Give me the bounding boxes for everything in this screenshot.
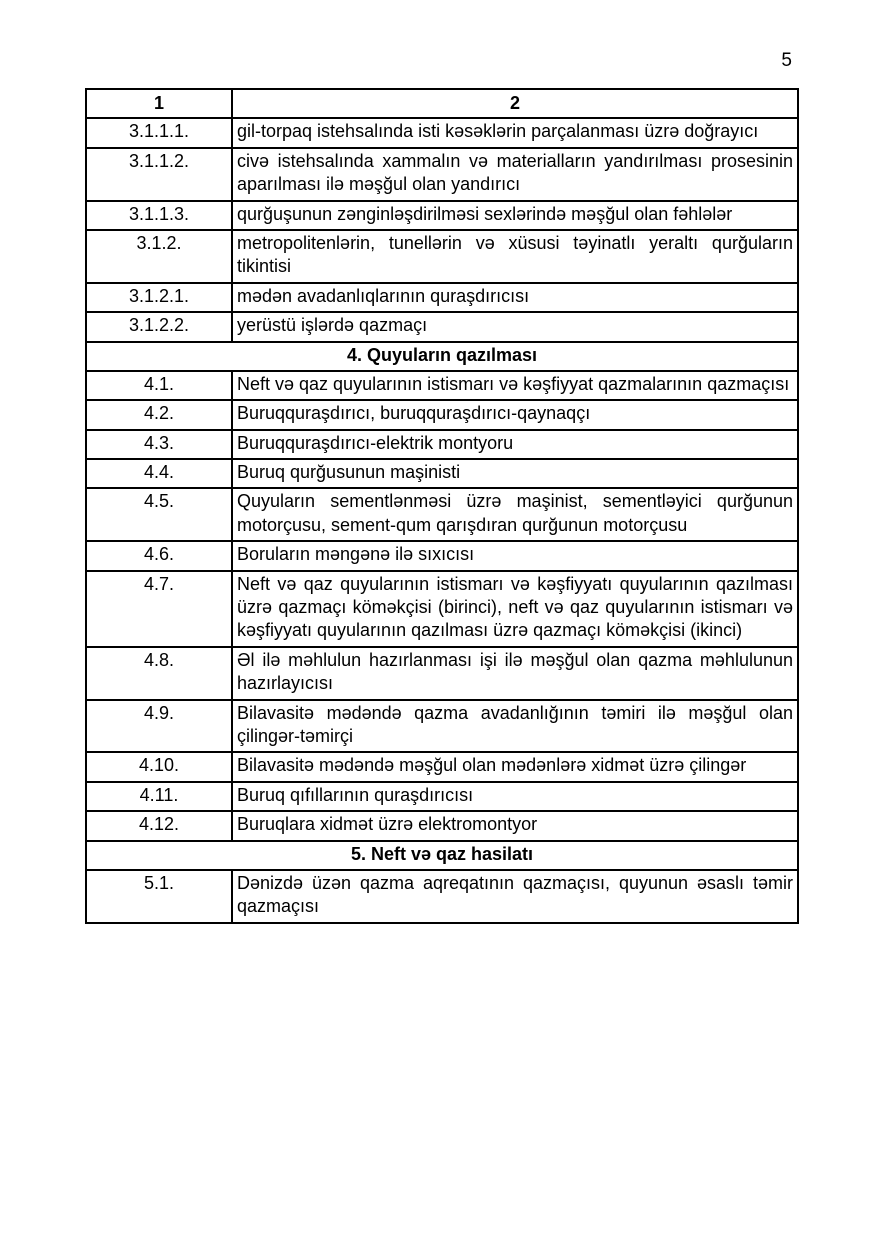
- row-number: 4.4.: [86, 459, 232, 488]
- column-header-2: 2: [232, 89, 798, 118]
- table-row: [86, 312, 798, 341]
- table-row: [86, 841, 798, 870]
- row-number: 4.1.: [86, 371, 232, 400]
- row-number: 3.1.2.2.: [86, 312, 232, 341]
- table-row: [86, 782, 798, 811]
- column-header-1: 1: [86, 89, 232, 118]
- row-number: 4.7.: [86, 571, 232, 647]
- row-number: 4.12.: [86, 811, 232, 840]
- table-row: [86, 230, 798, 283]
- row-text: Dənizdə üzən qazma aqreqatının qazmaçısı, quyunun əsaslı təmir qazmaçısı: [232, 870, 798, 923]
- table-header-row: [86, 89, 798, 118]
- table-row: [86, 371, 798, 400]
- row-number: 4.5.: [86, 488, 232, 541]
- table-row: [86, 571, 798, 647]
- table-row: [86, 400, 798, 429]
- row-text: Buruq qurğusunun maşinisti: [232, 459, 798, 488]
- row-number: 4.10.: [86, 752, 232, 781]
- row-text: Neft və qaz quyularının istismarı və kəşfiyyat qazmalarının qazmaçısı: [232, 371, 798, 400]
- table-row: [86, 647, 798, 700]
- table-row: [86, 700, 798, 753]
- row-number: 4.11.: [86, 782, 232, 811]
- table-row: [86, 201, 798, 230]
- row-number: 4.2.: [86, 400, 232, 429]
- row-text: gil-torpaq istehsalında isti kəsəklərin parçalanması üzrə doğrayıcı: [232, 118, 798, 147]
- row-number: 3.1.2.1.: [86, 283, 232, 312]
- table-row: [86, 811, 798, 840]
- table-row: [86, 752, 798, 781]
- row-text: qurğuşunun zənginləşdirilməsi sexlərində məşğul olan fəhlələr: [232, 201, 798, 230]
- table-row: [86, 342, 798, 371]
- table-row: [86, 148, 798, 201]
- row-text: Neft və qaz quyularının istismarı və kəşfiyyatı quyularının qazılması üzrə qazmaçı köməkçisi (birinci), neft və qaz quyularının istismarı və kəşfiyyatı quyularının qazılması üzrə qazmaçı köməkçisi (ikinci): [232, 571, 798, 647]
- row-text: Quyuların sementlənməsi üzrə maşinist, sementləyici qurğunun motorçusu, sement-qum qarışdıran qurğunun motorçusu: [232, 488, 798, 541]
- table-row: [86, 430, 798, 459]
- table-row: [86, 459, 798, 488]
- table-row: [86, 118, 798, 147]
- row-number: 4.3.: [86, 430, 232, 459]
- page-number: 5: [781, 50, 792, 71]
- row-number: 3.1.1.2.: [86, 148, 232, 201]
- row-number: 5.1.: [86, 870, 232, 923]
- row-text: Buruqquraşdırıcı-elektrik montyoru: [232, 430, 798, 459]
- table-row: [86, 488, 798, 541]
- table-row: [86, 541, 798, 570]
- table-row: [86, 870, 798, 923]
- row-text: Bilavasitə mədəndə məşğul olan mədənlərə xidmət üzrə çilingər: [232, 752, 798, 781]
- row-text: Buruqlara xidmət üzrə elektromontyor: [232, 811, 798, 840]
- row-text: mədən avadanlıqlarının quraşdırıcısı: [232, 283, 798, 312]
- occupations-table: [85, 88, 799, 924]
- row-number: 3.1.1.3.: [86, 201, 232, 230]
- row-text: Buruq qıfıllarının quraşdırıcısı: [232, 782, 798, 811]
- row-text: metropolitenlərin, tunellərin və xüsusi təyinatlı yeraltı qurğuların tikintisi: [232, 230, 798, 283]
- table-body: [86, 118, 798, 922]
- row-number: 4.8.: [86, 647, 232, 700]
- row-text: Bilavasitə mədəndə qazma avadanlığının təmiri ilə məşğul olan çilingər-təmirçi: [232, 700, 798, 753]
- row-text: Əl ilə məhlulun hazırlanması işi ilə məşğul olan qazma məhlulunun hazırlayıcısı: [232, 647, 798, 700]
- section-title: 5. Neft və qaz hasilatı: [86, 841, 798, 870]
- row-number: 4.9.: [86, 700, 232, 753]
- row-text: civə istehsalında xammalın və materialların yandırılması prosesinin aparılması ilə məşğul olan yandırıcı: [232, 148, 798, 201]
- section-title: 4. Quyuların qazılması: [86, 342, 798, 371]
- table-row: [86, 283, 798, 312]
- row-text: yerüstü işlərdə qazmaçı: [232, 312, 798, 341]
- row-text: Buruqquraşdırıcı, buruqquraşdırıcı-qaynaqçı: [232, 400, 798, 429]
- row-number: 3.1.1.1.: [86, 118, 232, 147]
- row-number: 3.1.2.: [86, 230, 232, 283]
- row-number: 4.6.: [86, 541, 232, 570]
- row-text: Boruların məngənə ilə sıxıcısı: [232, 541, 798, 570]
